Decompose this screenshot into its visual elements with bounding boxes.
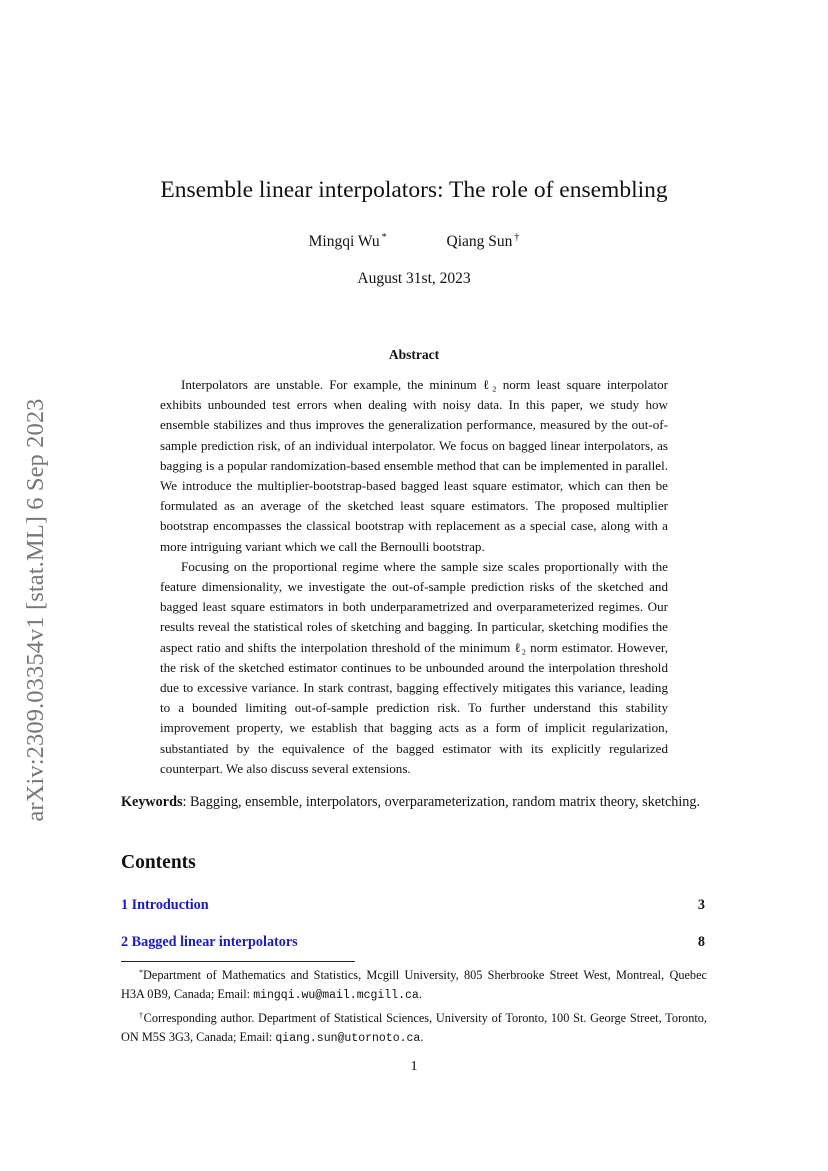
toc-entry-introduction (121, 897, 705, 917)
toc-link-bagged-linear-interpolators[interactable]: 2 Bagged linear interpolators (121, 934, 298, 950)
footnote-1 (121, 963, 707, 1006)
author-email[interactable]: mingqi.wu@mail.mcgill.ca (253, 989, 419, 1003)
abstract-paragraph-2: Focusing on the proportional regime where the sample size scales proportionally with the feature dimensionality, we investigate the out-of-sample prediction risks of the sketched and bagged least square estimators in both underparametrized and overparameterized regimes. Our results reveal the statistical roles of sketching and bagging. In particular, sketching modifies the aspect ratio and shifts the interpolation threshold of the minimum ℓ₂ norm estimator. However, the risk of the sketched estimator continues to be unbounded around the interpolation threshold due to excessive variance. In stark contrast, bagging effectively mitigates this variance, leading to a bounded limiting out-of-sample prediction risk. To further understand this stability improvement property, we establish that bagging acts as a form of implicit regularization, substantiated by the equivalence of the bagged estimator with its explicitly regularized counterpart. We also discuss several extensions. (160, 558, 668, 776)
author-name: Mingqi Wu (308, 233, 380, 250)
footnote-mark: † (139, 1010, 144, 1020)
footnotes (121, 963, 707, 1048)
keywords-text: : Bagging, ensemble, interpolators, overparameterization, random matrix theory, sketching. (182, 794, 701, 810)
author-footnote-mark[interactable]: † (514, 232, 520, 243)
abstract-body (160, 375, 668, 779)
keywords-label: Keywords (121, 794, 183, 810)
author-footnote-mark[interactable]: * (381, 232, 387, 243)
page-number: 1 (410, 1059, 418, 1074)
author-2 (447, 232, 520, 251)
author-list (0, 232, 828, 251)
arxiv-id-text: arXiv:2309.03354v1 [stat.ML] 6 Sep 2023 (22, 398, 49, 822)
footnote-end: . (420, 1029, 424, 1044)
keywords (121, 791, 717, 813)
abstract-paragraph-1: Interpolators are unstable. For example, the mininum ℓ₂ norm least square interpolator exhibits unbounded test errors when dealing with noisy data. In this paper, we study how ensemble stabilizes and thus improves the generalization performance, measured by the out-of-sample prediction risk, of an individual interpolator. We focus on bagged linear interpolators, as bagging is a popular randomization-based ensemble method that can be implemented in parallel. We introduce the multiplier-bootstrap-based bagged least square estimator, which can then be formulated as an average of the sketched least square estimators. The proposed multiplier bootstrap encompasses the classical bootstrap with replacement as a special case, along with a more intriguing variant which we call the Bernoulli bootstrap. (160, 377, 668, 554)
toc-page-number: 8 (697, 934, 705, 950)
paper-title: Ensemble linear interpolators: The role of ensembling (160, 177, 668, 203)
author-email[interactable]: qiang.sun@utornoto.ca (275, 1031, 421, 1045)
footnote-mark: * (139, 968, 143, 977)
footnote-end: . (418, 987, 422, 1002)
author-name: Qiang Sun (446, 233, 513, 250)
abstract-heading: Abstract (388, 347, 440, 362)
author-1 (309, 232, 387, 251)
toc-link-introduction[interactable]: 1 Introduction (121, 897, 209, 913)
footnote-text: Corresponding author. Department of Statistical Sciences, University of Toronto, 100 St. George Street, Toronto, ON M5S 3G3, Canada; Email: (121, 1010, 707, 1044)
footnote-divider (121, 961, 355, 962)
arxiv-sidebar-identifier (22, 365, 49, 855)
paper-date: August 31st, 2023 (357, 270, 471, 287)
toc-page-number: 3 (697, 897, 705, 913)
footnote-2 (121, 1006, 707, 1049)
toc-entry-bagged-linear-interpolators (121, 934, 705, 954)
contents-heading: Contents (121, 852, 196, 873)
footnote-text: Department of Mathematics and Statistics, Mcgill University, 805 Sherbrooke Street West, Montreal, Quebec H3A 0B9, Canada; Email: (121, 968, 707, 1002)
